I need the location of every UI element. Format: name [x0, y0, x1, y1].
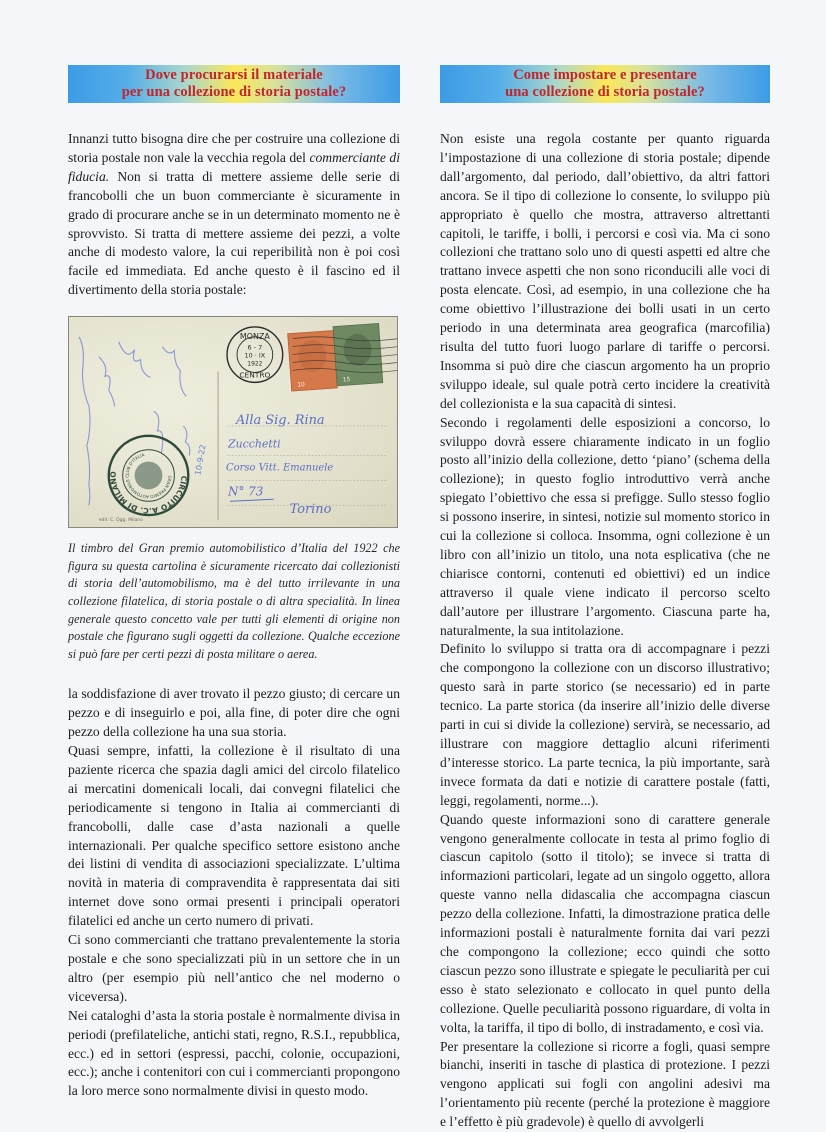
grand-prix-cachet	[109, 436, 189, 515]
left-heading-line2: per una collezione di storia postale?	[122, 84, 347, 101]
cachet-outer-text: CIRCUITO A.C. DI MILANO	[109, 471, 189, 515]
right-body	[440, 130, 770, 1132]
intro-text-end: Non si tratta di mettere assieme delle serie di francobolli che un buon commerciante è sicuramente in grado di procurare anche se in un determinato momento ne è sprovvisto. Si tratta di mettere assieme dei pezzi, a volte anche di modesto valore, la cui reperibilità non è poi così facile ed immediata. Ed anche questo è il fascino ed il divertimento della storia postale:	[68, 169, 400, 297]
right-section-heading	[440, 65, 770, 103]
publisher-note: edit. C. Ogg. Milano	[99, 517, 143, 523]
address-handwriting	[226, 413, 333, 517]
stamps	[287, 324, 383, 392]
postmark-year: 1922	[247, 361, 262, 368]
right-heading-line2: una collezione di storia postale?	[505, 84, 705, 101]
right-paragraph-2: Secondo i regolamenti delle esposizioni a concorso, lo sviluppo dovrà essere chiaramente indicato in un foglio posto all’inizio della collezione, detto ‘piano’ (schema della collezione); in questo foglio introduttivo verrà anche spiegato l’obiettivo che essa si prefigge. Sullo stesso foglio si possono inserire, in sintesi, notizie sul momento storico in cui la collezione si colloca. Insomma, ogni collezione è un libro con all’inizio un titolo, una nota esplicativa (che ne chiarisce contorni, contenuti ed obiettivi) ed un indice attraverso il quale viene indicato il percorso scelto dall’autore per illustrare l’argomento. Ciascuna parte ha, naturalmente, la sua intitolazione.	[440, 414, 770, 641]
handwriting-message	[79, 337, 190, 505]
left-heading-line1: Dove procurarsi il materiale	[145, 67, 323, 84]
postmark-top-text: MONZA	[240, 332, 270, 341]
left-paragraph-4: Nei cataloghi d’asta la storia postale è normalmente divisa in periodi (prefilateliche, antichi stati, regno, R.S.I., repubblica, ecc.) ed in settori (espressi, pacchi, colonie, occupazioni, ecc.); anche i contenitori con cui i commercianti propongono la loro merce sono normalmente divisi in questo modo.	[68, 1007, 400, 1102]
left-column	[68, 65, 400, 1101]
address-line3: Corso Vitt. Emanuele	[226, 463, 333, 474]
postmark-bottom-text: CENTRO	[239, 371, 270, 380]
right-paragraph-4: Quando queste informazioni sono di carattere generale vengono generalmente collocate in testa al primo foglio di ciascun capitolo (sotto il titolo); se invece si tratta di informazioni particolari, legate ad un singolo oggetto, allora queste vanno nella didascalia che accompagna ciascun pezzo della collezione. Infatti, la dimostrazione pratica delle informazioni postali è naturalmente fornita dai vari pezzi che compongono la collezione; ecco quindi che sotto ciascun pezzo sono illustrate e spiegate le peculiarità per cui esso è stato selezionato e collocato in quel punto della collezione. Quelle peculiarità possono riguardare, di volta in volta, la tariffa, il tipo di bollo, di instradamento, e così via.	[440, 811, 770, 1038]
right-heading-line1: Come impostare e presentare	[513, 67, 697, 84]
stamp-orange-value: 10	[297, 381, 305, 389]
caption-text: Il timbro del Gran premio automobilistico d’Italia del 1922 che figura su questa cartolina è sicuramente ricercato dai collezionisti di storia dell’automobilismo, ma è del tutto irrilevante in una collezione filatelica, di storia postale o di altra specialità. In linea generale questo concetto vale per tutti gli elementi di origine non postale che figurano sugli oggetti da collezione. Qualche eccezione si può fare per certi pezzi di posta militare o aerea.	[68, 540, 400, 663]
address-line1: Alla Sig. Rina	[235, 413, 325, 428]
left-section-heading	[68, 65, 400, 103]
address-line2: Zucchetti	[227, 438, 281, 451]
cachet-inner-text: GRAN PREMIO AUTOMOBILE CLUB D'ITALIA	[125, 452, 173, 499]
right-paragraph-5: Per presentare la collezione si ricorre a fogli, quasi sempre bianchi, inseriti in tasche di plastica di protezione. I pezzi vengono applicati sui fogli con angolini adesivi ma l’orientamento più recente (perché la protezione è maggiore e l’effetto è più gradevole) è quello di avvolgerli	[440, 1038, 770, 1132]
left-paragraph-1: la soddisfazione di aver trovato il pezzo giusto; di cercare un pezzo e di inseguirlo e poi, alla fine, di poter dire che ogni pezzo della collezione ha una sua storia.	[68, 685, 400, 742]
right-paragraph-1: Non esiste una regola costante per quanto riguarda l’impostazione di una collezione di storia postale; dipende dall’argomento, dal periodo, dall’obiettivo, da altri fattori ancora. Se il tipo di collezione lo consente, lo sviluppo più appropriato è quello che mostra, attraverso altrettanti capitoli, le tariffe, i bolli, i percorsi e così via. Ma ci sono collezioni che trattano solo uno di questi aspetti ed altre che trattano invece aspetti che non sono riconducili alle voci di posta elencate. Così, ad esempio, in una collezione che ha come obiettivo l’illustrazione dei bolli usati in un certo periodo in una determinata area geografica (marcofilia) risulta del tutto fuori luogo parlare di tariffe o percorsi. Insomma si può dire che ciascun argomento ha un proprio sviluppo ideale, sul quale potrà certo incidere la creatività del collezionista e la sua capacità di sintesi.	[440, 130, 770, 414]
stamp-green-value: 15	[342, 376, 350, 384]
address-line4: N° 73	[227, 484, 263, 498]
left-body	[68, 685, 400, 1101]
right-column	[440, 65, 770, 1132]
left-intro-paragraph	[68, 130, 400, 300]
left-paragraph-3: Ci sono commercianti che trattano prevalentemente la storia postale e che sono specializzati più in un settore che in un altro (per esempio più nell’antico che nel moderno o viceversa).	[68, 931, 400, 1007]
right-paragraph-3: Definito lo sviluppo si tratta ora di accompagnare i pezzi che compongono la collezione con un discorso illustrativo; questo sarà in parte storico (se necessario) ed in parte tecnico. La parte storica (da inserire all’inizio delle diverse parti in cui si divide la collezione) servirà, se necessario, ad illustrare con maggiore dettaglio alcuni riferimenti d’interesse storico. La parte tecnica, la più importante, sarà invece formata da dati e notizie di carattere postale (fatti, leggi, regolamenti, norme...).	[440, 640, 770, 810]
side-date: 10-9-22	[193, 444, 207, 476]
intro-text-start: Innanzi tutto bisogna dire che per costruire una collezione di storia postale non vale la vecchia regola del	[68, 131, 400, 165]
figure-caption	[68, 540, 400, 663]
postmark-date-line2: 10 · IX	[245, 352, 266, 360]
postcard-illustration	[69, 317, 397, 527]
intro-italic-phrase: commerciante di fiducia.	[68, 150, 400, 184]
postcard-image	[68, 316, 398, 528]
address-line5: Torino	[290, 502, 332, 517]
left-paragraph-2: Quasi sempre, infatti, la collezione è il risultato di una paziente ricerca che spazia dagli amici del circolo filatelico ai mercatini domenicali locali, dai convegni filatelici che periodicamente si tengono in Italia ai commercianti di francobolli, dalle case d’asta nazionali a quelle internazionali. Per qualche specifico settore esistono anche dei listini di vendita di associazioni specializzate. L’ultima novità in materia di compravendita è rappresentata dai siti internet dove sono ormai presenti i principali operatori filatelici ed anche un certo numero di privati.	[68, 742, 400, 931]
postmark-date-line1: 6 - 7	[248, 344, 263, 352]
monza-postmark	[227, 327, 283, 382]
